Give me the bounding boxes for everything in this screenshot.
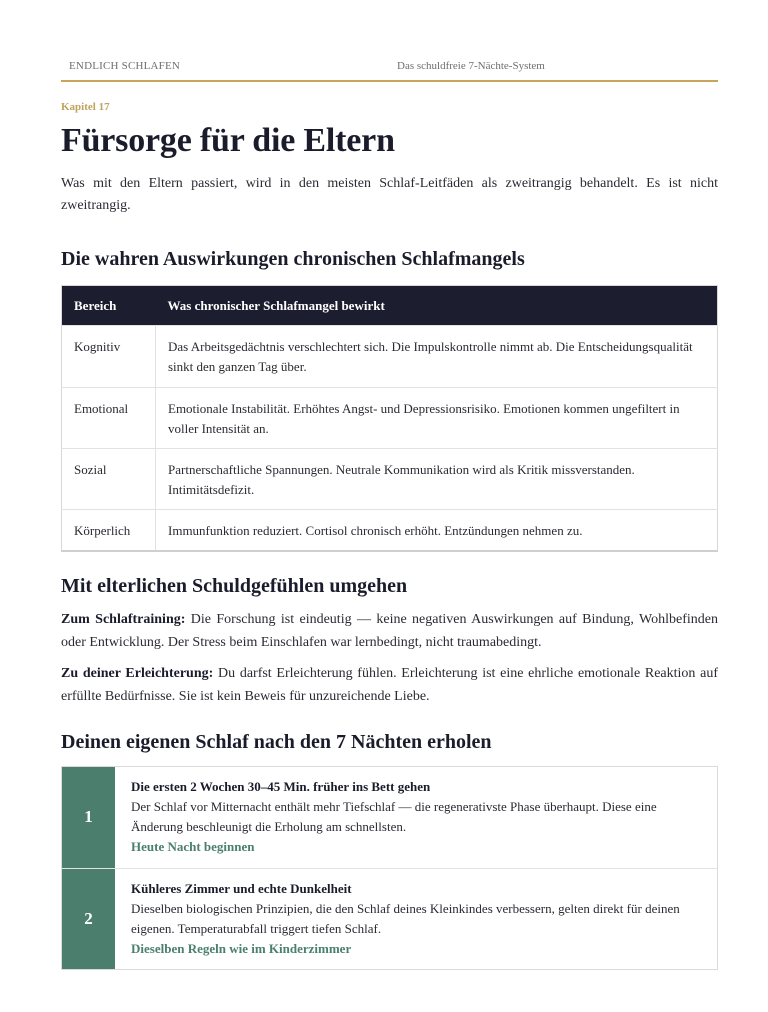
recovery-steps xyxy=(61,766,718,970)
guilt-paragraph-training xyxy=(61,608,718,654)
paragraph-text: Die Forschung ist eindeutig — keine negativen Auswirkungen auf Bindung, Wohlbefinden oder Entwicklung. Der Stress beim Einschlafen war lernbedingt, nicht traumabedingt. xyxy=(61,611,718,650)
table-row xyxy=(62,326,718,388)
guilt-heading: Mit elterlichen Schuldgefühlen umgehen xyxy=(61,574,408,597)
step-card xyxy=(62,767,717,868)
effects-heading: Die wahren Auswirkungen chronischen Schlafmangels xyxy=(61,248,525,270)
column-header-area: Bereich xyxy=(62,286,156,326)
recovery-heading: Deinen eigenen Schlaf nach den 7 Nächten erholen xyxy=(61,730,492,753)
effects-table xyxy=(61,285,718,552)
paragraph-text: Du darfst Erleichterung fühlen. Erleichterung ist eine ehrliche emotionale Reaktion auf erfüllte Bedürfnisse. Sie ist kein Beweis für unzureichende Liebe. xyxy=(61,665,719,704)
guilt-paragraph-relief xyxy=(61,662,718,708)
step-number: 2 xyxy=(62,869,115,969)
step-card xyxy=(62,868,717,969)
area-cell: Sozial xyxy=(62,449,156,510)
area-cell: Kognitiv xyxy=(62,326,156,388)
column-header-effect: Was chronischer Schlafmangel bewirkt xyxy=(156,286,718,326)
book-subtitle: Das schuldfreie 7-Nächte-System xyxy=(397,60,545,72)
effect-cell: Das Arbeitsgedächtnis verschlechtert sich. Die Impulskontrolle nimmt ab. Die Entscheidungsqualität sinkt den ganzen Tag über. xyxy=(156,326,718,388)
effects-header-row xyxy=(62,286,718,326)
chapter-intro: Was mit den Eltern passiert, wird in den meisten Schlaf-Leitfäden als zweitrangig behandelt. Es ist nicht zweitrangig. xyxy=(61,176,718,213)
step-action-link[interactable]: Dieselben Regeln wie im Kinderzimmer xyxy=(131,940,352,956)
step-text: Dieselben biologischen Prinzipien, die den Schlaf deines Kleinkindes verbessern, gelten direkt für deinen eigenen. Temperaturabfall triggert tiefen Schlaf. xyxy=(131,900,680,936)
area-cell: Emotional xyxy=(62,388,156,449)
step-body xyxy=(115,767,717,868)
effect-cell: Emotionale Instabilität. Erhöhtes Angst- und Depressionsrisiko. Emotionen kommen ungefiltert in voller Intensität an. xyxy=(156,388,718,449)
effect-cell: Partnerschaftliche Spannungen. Neutrale Kommunikation wird als Kritik missverstanden. Intimitätsdefizit. xyxy=(156,449,718,510)
running-header xyxy=(61,0,718,82)
table-row xyxy=(62,449,718,510)
effect-cell: Immunfunktion reduziert. Cortisol chronisch erhöht. Entzündungen nehmen zu. xyxy=(156,510,718,551)
paragraph-lead: Zu deiner Erleichterung: xyxy=(61,665,214,681)
table-row xyxy=(62,510,718,551)
chapter-title: Fürsorge für die Eltern xyxy=(61,122,395,159)
document-page xyxy=(61,0,718,970)
step-title: Die ersten 2 Wochen 30–45 Min. früher ins Bett gehen xyxy=(131,778,431,794)
book-title: ENDLICH SCHLAFEN xyxy=(69,60,181,72)
paragraph-lead: Zum Schlaftraining: xyxy=(61,611,186,627)
step-number: 1 xyxy=(62,767,115,868)
step-body xyxy=(115,869,717,969)
table-row xyxy=(62,388,718,449)
step-action-link[interactable]: Heute Nacht beginnen xyxy=(131,838,255,854)
area-cell: Körperlich xyxy=(62,510,156,551)
step-text: Der Schlaf vor Mitternacht enthält mehr Tiefschlaf — die regenerativste Phase überhaupt. Diese eine Änderung beschleunigt die Erholung am schnellsten. xyxy=(131,798,657,834)
step-title: Kühleres Zimmer und echte Dunkelheit xyxy=(131,880,352,896)
chapter-label: Kapitel 17 xyxy=(61,101,110,113)
